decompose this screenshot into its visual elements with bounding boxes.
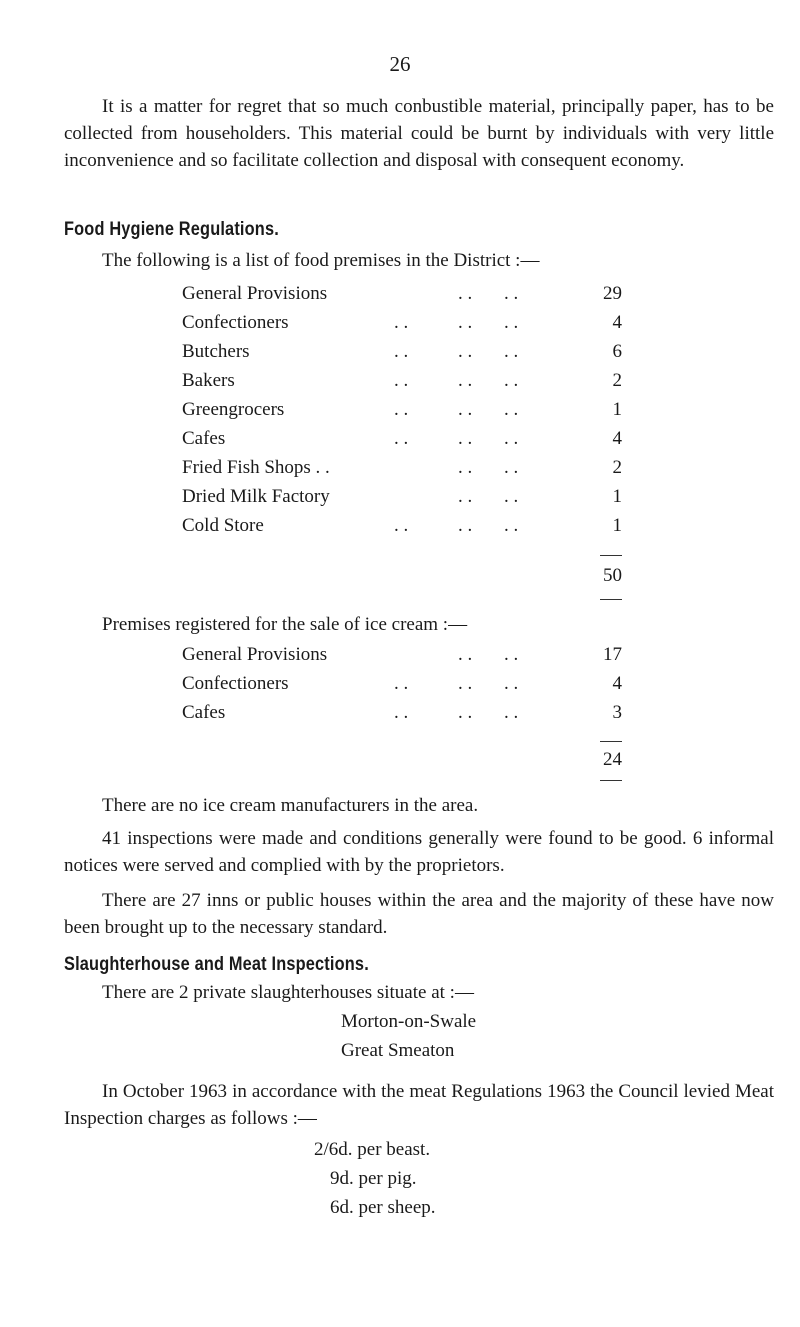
ice-cream-total: 24	[603, 749, 622, 770]
leader-dots: . .	[458, 399, 473, 420]
ice-cream-row	[182, 673, 622, 703]
inspections-paragraph: 41 inspections were made and conditions generally were found to be good. 6 informal notices were served and complied with by the proprietors.	[64, 828, 774, 876]
premises-label: Confectioners	[182, 312, 289, 333]
premises-count: 1	[612, 399, 622, 420]
premises-count: 4	[612, 428, 622, 449]
leader-dots: . .	[504, 399, 519, 420]
premises-label: Bakers	[182, 370, 235, 391]
charges-paragraph: In October 1963 in accordance with the meat Regulations 1963 the Council levied Meat Inspection charges as follows :—	[64, 1081, 774, 1129]
food-premises-intro: The following is a list of food premises in the District :—	[102, 250, 540, 271]
leader-dots: . .	[458, 283, 473, 304]
premises-row	[182, 283, 622, 313]
leader-dots: . .	[504, 486, 519, 507]
leader-dots: . .	[394, 341, 409, 362]
premises-row	[182, 457, 622, 487]
charge-line: 9d. per pig.	[330, 1168, 417, 1189]
leader-dots: . .	[394, 312, 409, 333]
premises-row	[182, 341, 622, 371]
leader-dots: . .	[504, 457, 519, 478]
premises-label: General Provisions	[182, 283, 328, 304]
leader-dots: . .	[394, 673, 409, 694]
total-rule	[600, 599, 622, 600]
leader-dots: . .	[458, 644, 473, 665]
premises-row	[182, 428, 622, 458]
leader-dots: . .	[504, 283, 519, 304]
leader-dots: . .	[458, 341, 473, 362]
premises-row	[182, 312, 622, 342]
premises-label: Dried Milk Factory	[182, 486, 330, 507]
leader-dots: . .	[394, 399, 409, 420]
leader-dots: . .	[394, 370, 409, 391]
premises-label: Cold Store	[182, 515, 264, 536]
premises-count: 4	[612, 312, 622, 333]
premises-label: Greengrocers	[182, 399, 285, 420]
premises-row	[182, 515, 622, 545]
premises-label: Cafes	[182, 428, 226, 449]
premises-count: 2	[612, 370, 622, 391]
leader-dots: . .	[394, 428, 409, 449]
leader-dots: . .	[504, 702, 519, 723]
premises-row	[182, 486, 622, 516]
total-rule	[600, 780, 622, 781]
inns-paragraph: There are 27 inns or public houses within the area and the majority of these have now been brought up to the necessary standard.	[64, 890, 774, 938]
leader-dots: . .	[504, 644, 519, 665]
premises-label: Butchers	[182, 341, 250, 362]
ice-cream-label: General Provisions	[182, 644, 328, 665]
leader-dots: . .	[394, 515, 409, 536]
slaughterhouse-intro: There are 2 private slaughterhouses situate at :—	[102, 982, 474, 1003]
premises-row	[182, 370, 622, 400]
premises-count: 1	[612, 515, 622, 536]
slaughterhouse-heading: Slaughterhouse and Meat Inspections.	[64, 954, 369, 975]
leader-dots: . .	[504, 428, 519, 449]
slaughterhouse-location: Morton-on-Swale	[341, 1011, 477, 1032]
total-rule	[600, 741, 622, 742]
slaughterhouse-location: Great Smeaton	[341, 1040, 455, 1061]
leader-dots: . .	[394, 702, 409, 723]
charge-line: 6d. per sheep.	[330, 1197, 436, 1218]
charge-line: 2/6d. per beast.	[314, 1139, 431, 1160]
page-number: 26	[389, 52, 411, 76]
leader-dots: . .	[504, 312, 519, 333]
ice-cream-label: Cafes	[182, 702, 226, 723]
food-hygiene-heading: Food Hygiene Regulations.	[64, 219, 279, 240]
ice-cream-count: 17	[603, 644, 622, 665]
leader-dots: . .	[458, 370, 473, 391]
leader-dots: . .	[458, 702, 473, 723]
ice-cream-count: 4	[612, 673, 622, 694]
ice-cream-row	[182, 702, 622, 732]
no-manufacturers-text: There are no ice cream manufacturers in the area.	[102, 795, 479, 816]
premises-total: 50	[603, 565, 622, 586]
ice-cream-intro: Premises registered for the sale of ice cream :—	[102, 614, 468, 635]
leader-dots: . .	[458, 673, 473, 694]
leader-dots: . .	[504, 370, 519, 391]
total-rule	[600, 555, 622, 556]
premises-row	[182, 399, 622, 429]
leader-dots: . .	[504, 341, 519, 362]
premises-count: 1	[612, 486, 622, 507]
premises-label: Fried Fish Shops . .	[182, 457, 330, 478]
leader-dots: . .	[458, 312, 473, 333]
leader-dots: . .	[458, 486, 473, 507]
leader-dots: . .	[458, 457, 473, 478]
ice-cream-row	[182, 644, 622, 674]
ice-cream-count: 3	[612, 702, 622, 723]
premises-count: 29	[603, 283, 622, 304]
leader-dots: . .	[504, 673, 519, 694]
intro-paragraph: It is a matter for regret that so much conbustible material, principally paper, has to be collected from householders. This material could be burnt by individuals with very little inconvenience and so facilitate collection and disposal with consequent economy.	[64, 96, 774, 171]
premises-count: 2	[612, 457, 622, 478]
ice-cream-label: Confectioners	[182, 673, 289, 694]
premises-count: 6	[612, 341, 622, 362]
leader-dots: . .	[504, 515, 519, 536]
leader-dots: . .	[458, 428, 473, 449]
leader-dots: . .	[458, 515, 473, 536]
